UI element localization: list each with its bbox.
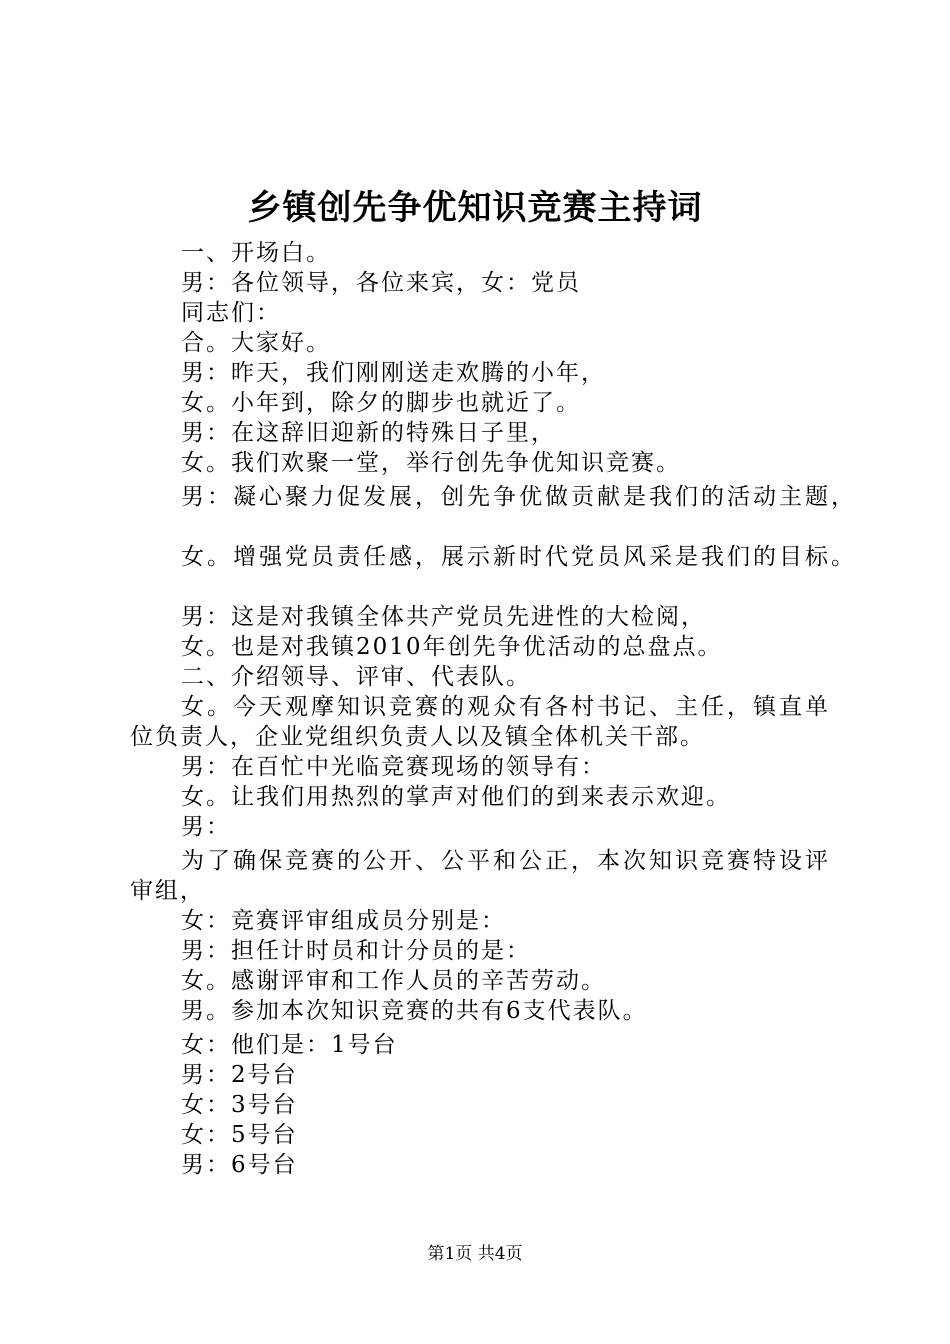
- text-line: 女。小年到，除夕的脚步也就近了。: [181, 390, 581, 416]
- text-line: 女。感谢评审和工作人员的辛苦劳动。: [181, 968, 606, 994]
- text-line: 男：这是对我镇全体共产党员先进性的大检阅，: [181, 604, 706, 630]
- text-line: 男：在百忙中光临竞赛现场的领导有：: [181, 754, 606, 780]
- text-line: 女。增强党员责任感，展示新时代党员风采是我们的目标。: [181, 544, 857, 570]
- text-line: 女：3号台: [181, 1092, 298, 1118]
- text-line: 女。也是对我镇2010年创先争优活动的总盘点。: [181, 634, 723, 660]
- text-line: 女：5号台: [181, 1122, 298, 1148]
- text-line: 女。我们欢聚一堂，举行创先争优知识竞赛。: [181, 450, 681, 476]
- text-line: 男：各位领导，各位来宾，女：党员: [181, 270, 581, 296]
- text-line: 为了确保竞赛的公开、公平和公正，本次知识竞赛特设评: [181, 848, 831, 874]
- text-line: 女。今天观摩知识竞赛的观众有各村书记、主任，镇直单: [181, 694, 831, 720]
- text-line: 女。让我们用热烈的掌声对他们的到来表示欢迎。: [181, 784, 731, 810]
- text-line: 女：他们是：1号台: [181, 1032, 398, 1058]
- text-line: 女：竞赛评审组成员分别是：: [181, 908, 506, 934]
- text-line: 二、介绍领导、评审、代表队。: [181, 664, 531, 690]
- text-line: 男：: [181, 814, 231, 840]
- text-line: 合。大家好。: [181, 330, 331, 356]
- text-line: 审组，: [130, 878, 205, 904]
- text-line: 男：担任计时员和计分员的是：: [181, 938, 531, 964]
- text-line: 男：凝心聚力促发展，创先争优做贡献是我们的活动主题，: [181, 484, 857, 510]
- document-title: 乡镇创先争优知识竞赛主持词: [247, 188, 703, 228]
- text-line: 男：6号台: [181, 1152, 298, 1178]
- text-line: 男：在这辞旧迎新的特殊日子里，: [181, 420, 556, 446]
- text-line: 男：昨天，我们刚刚送走欢腾的小年，: [181, 360, 606, 386]
- text-line: 位负责人，企业党组织负责人以及镇全体机关干部。: [130, 724, 705, 750]
- text-line: 一、开场白。: [181, 240, 331, 266]
- text-line: 同志们：: [181, 300, 281, 326]
- page-footer: 第1页 共4页: [427, 1244, 523, 1264]
- text-line: 男。参加本次知识竞赛的共有6支代表队。: [181, 998, 648, 1024]
- text-line: 男：2号台: [181, 1062, 298, 1088]
